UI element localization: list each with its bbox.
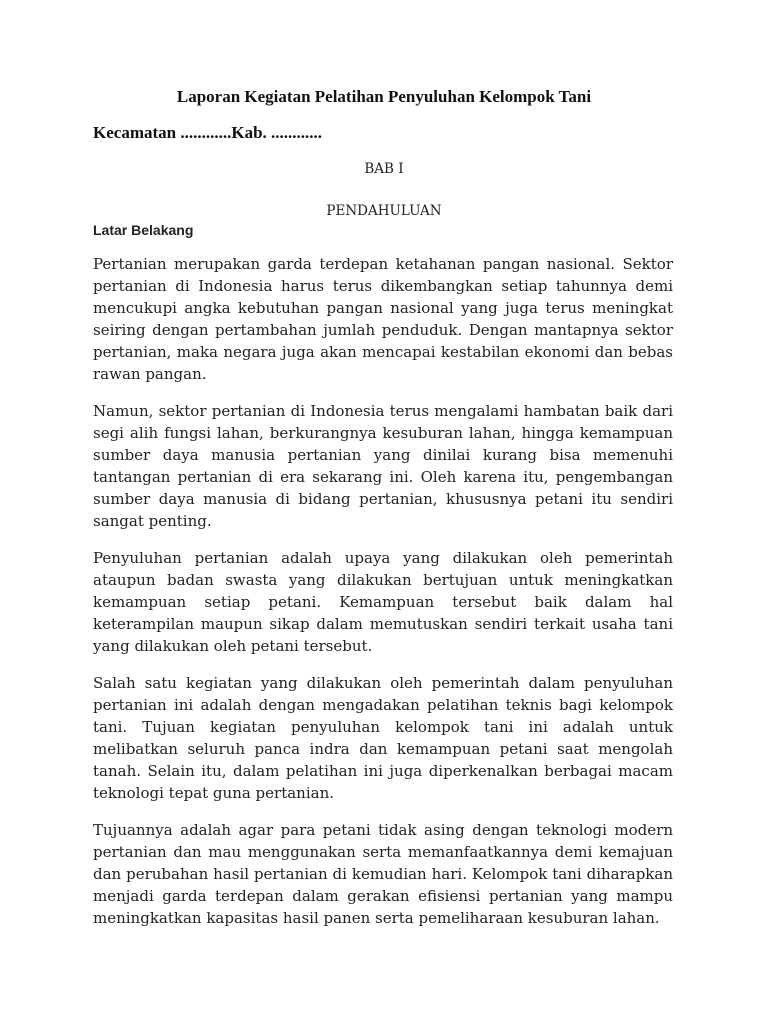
section-heading: Latar Belakang [93, 222, 194, 238]
chapter-number: BAB I [364, 161, 404, 177]
chapter-title: PENDAHULUAN [326, 203, 442, 219]
paragraph: Penyuluhan pertanian adalah upaya yang dilakukan oleh pemerintah ataupun badan swasta yang dilakukan bertujuan untuk meningkatkan kemampuan setiap petani. Kemampuan tersebut baik dalam hal keterampilan maupun sikap dalam memutuskan sendiri terkait usaha tani yang dilakukan oleh petani tersebut. [93, 549, 673, 655]
paragraph: Pertanian merupakan garda terdepan ketahanan pangan nasional. Sektor pertanian di Indonesia harus terus dikembangkan setiap tahunnya demi mencukupi angka kebutuhan pangan nasional yang juga terus meningkat seiring dengan pertambahan jumlah penduduk. Dengan mantapnya sektor pertanian, maka negara juga akan mencapai kestabilan ekonomi dan bebas rawan pangan. [93, 255, 673, 383]
document-title: Laporan Kegiatan Pelatihan Penyuluhan Kelompok Tani [176, 87, 592, 106]
paragraph: Salah satu kegiatan yang dilakukan oleh pemerintah dalam penyuluhan pertanian ini adalah dengan mengadakan pelatihan teknis bagi kelompok tani. Tujuan kegiatan penyuluhan kelompok tani ini adalah untuk melibatkan seluruh panca indra dan kemampuan petani saat mengolah tanah. Selain itu, dalam pelatihan ini juga diperkenalkan berbagai macam teknologi tepat guna pertanian. [93, 674, 673, 802]
paragraph: Namun, sektor pertanian di Indonesia terus mengalami hambatan baik dari segi alih fungsi lahan, berkurangnya kesuburan lahan, hingga kemampuan sumber daya manusia pertanian yang dinilai kurang bisa memenuhi tantangan pertanian di era sekarang ini. Oleh karena itu, pengembangan sumber daya manusia di bidang pertanian, khususnya petani itu sendiri sangat penting. [93, 402, 673, 530]
paragraph: Tujuannya adalah agar para petani tidak asing dengan teknologi modern pertanian dan mau menggunakan serta memanfaatkannya demi kemajuan dan perubahan hasil pertanian di kemudian hari. Kelompok tani diharapkan menjadi garda terdepan dalam gerakan efisiensi pertanian yang mampu meningkatkan kapasitas hasil panen serta pemeliharaan kesuburan lahan. [93, 821, 673, 927]
document-subtitle: Kecamatan ............Kab. ............ [93, 123, 323, 142]
document-body [93, 253, 673, 944]
